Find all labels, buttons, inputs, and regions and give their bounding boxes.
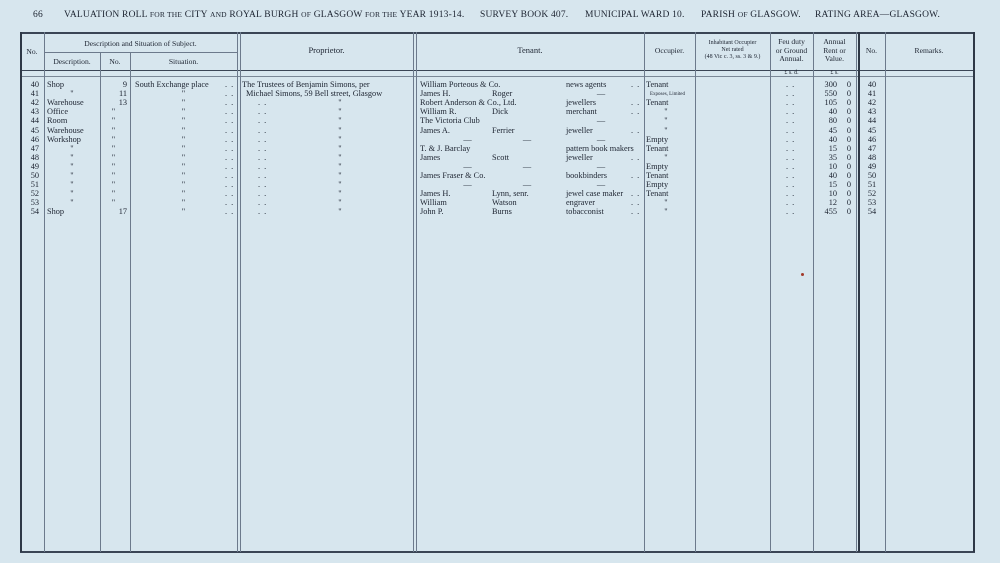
row-tenant-trade: bookbinders bbox=[566, 171, 608, 180]
row-tenant-surname: Roger bbox=[492, 89, 513, 99]
row-proprietor-dots: . . bbox=[258, 125, 268, 135]
row-annual-pounds: 15 bbox=[828, 143, 837, 153]
row-annual-shillings: 0 bbox=[846, 80, 851, 89]
row-situation-dots: . . bbox=[225, 189, 235, 199]
row-feu-dots: . . bbox=[786, 125, 796, 135]
row-proprietor-ditto: " bbox=[338, 207, 342, 217]
row-feu-dots: . . bbox=[786, 116, 796, 126]
row-number: 44 bbox=[30, 116, 39, 126]
row-street-number: 13 bbox=[118, 98, 127, 108]
row-tenant-surname: Watson bbox=[492, 198, 517, 208]
row-street-number: " bbox=[111, 189, 116, 199]
row-occupier: Tenant bbox=[646, 171, 669, 180]
row-feu-dots: . . bbox=[786, 171, 796, 180]
row-tenant-surname: Scott bbox=[492, 152, 510, 162]
row-situation: " bbox=[181, 116, 186, 126]
proprietor-line-1: The Trustees of Benjamin Simons, per bbox=[242, 80, 370, 89]
row-annual-shillings: 0 bbox=[846, 134, 851, 144]
row-proprietor-dots: . . bbox=[258, 152, 268, 162]
row-proprietor-dots: . . bbox=[258, 171, 268, 180]
row-description: Room bbox=[47, 116, 68, 126]
row-proprietor-ditto: " bbox=[338, 180, 342, 190]
col-remarks: Remarks. bbox=[914, 46, 944, 55]
row-feu-dots: . . bbox=[786, 143, 796, 153]
page-number: 66 bbox=[33, 10, 43, 20]
row-occupier: " bbox=[664, 107, 668, 117]
row-number: 41 bbox=[30, 89, 39, 99]
row-situation-dots: . . bbox=[225, 134, 235, 144]
row-annual-shillings: 0 bbox=[846, 89, 851, 99]
survey-book: SURVEY BOOK 407. bbox=[480, 10, 569, 20]
row-situation-dots: . . bbox=[225, 180, 235, 190]
row-annual-shillings: 0 bbox=[846, 198, 851, 208]
row-annual-pounds: 40 bbox=[828, 171, 837, 180]
row-number-right: 50 bbox=[867, 171, 877, 180]
row-situation: " bbox=[181, 134, 186, 144]
col-tenant: Tenant. bbox=[517, 45, 543, 55]
row-description: " bbox=[70, 89, 74, 99]
row-tenant-trade: jeweller bbox=[566, 125, 593, 135]
row-annual-pounds: 15 bbox=[828, 180, 837, 190]
row-proprietor-ditto: " bbox=[338, 171, 342, 180]
row-situation-dots: . . bbox=[225, 107, 235, 117]
row-tenant-surname: Lynn, senr. bbox=[492, 189, 529, 199]
col-description: Description. bbox=[53, 57, 91, 66]
row-situation: " bbox=[181, 125, 186, 135]
row-tenant-dots: . . bbox=[631, 98, 641, 108]
col-annual-value: Annual Rent or Value. bbox=[823, 37, 846, 63]
row-feu-dots: . . bbox=[786, 152, 796, 162]
row-feu-dots: . . bbox=[786, 89, 796, 99]
row-annual-pounds: 10 bbox=[828, 161, 837, 171]
row-street-number: " bbox=[111, 143, 116, 153]
row-number: 54 bbox=[30, 207, 39, 217]
row-number-right: 54 bbox=[867, 207, 877, 217]
row-occupier: Empty bbox=[646, 134, 669, 144]
row-description: " bbox=[70, 180, 74, 190]
row-tenant-surname: — bbox=[522, 180, 532, 190]
row-proprietor-dots: . . bbox=[258, 189, 268, 199]
row-description: Warehouse bbox=[47, 125, 84, 135]
row-proprietor-ditto: " bbox=[338, 152, 342, 162]
row-feu-dots: . . bbox=[786, 198, 796, 208]
ink-spot bbox=[801, 273, 804, 276]
row-proprietor-dots: . . bbox=[258, 134, 268, 144]
col-number: No. bbox=[109, 57, 121, 66]
row-annual-pounds: 10 bbox=[828, 189, 837, 199]
row-tenant-dots: . . bbox=[631, 152, 641, 162]
row-number-right: 41 bbox=[867, 89, 877, 99]
row-number-right: 51 bbox=[867, 180, 877, 190]
row-occupier: Empty bbox=[646, 161, 669, 171]
row-proprietor-ditto: " bbox=[338, 134, 342, 144]
row-annual-pounds: 35 bbox=[828, 152, 837, 162]
row-description: Warehouse bbox=[47, 98, 84, 108]
row-situation-dots: . . bbox=[225, 207, 235, 217]
row-situation-dots: . . bbox=[225, 152, 235, 162]
row-number-right: 46 bbox=[867, 134, 877, 144]
row-proprietor-dots: . . bbox=[258, 116, 268, 126]
row-situation: " bbox=[181, 171, 186, 180]
row-feu-dots: . . bbox=[786, 207, 796, 217]
row-number: 45 bbox=[30, 125, 39, 135]
row-occupier: " bbox=[664, 198, 668, 208]
row-tenant-dots: . . bbox=[631, 80, 641, 89]
row-situation-dots: . . bbox=[225, 143, 235, 153]
row-tenant-trade: — bbox=[596, 161, 606, 171]
row-situation-dots: . . bbox=[225, 125, 235, 135]
row-annual-pounds: 12 bbox=[828, 198, 837, 208]
row-proprietor-dots: . . bbox=[258, 143, 268, 153]
row-tenant-dots: . . bbox=[631, 207, 641, 217]
row-annual-shillings: 0 bbox=[846, 143, 851, 153]
row-proprietor-dots: . . bbox=[258, 207, 268, 217]
row-tenant-surname: — bbox=[522, 134, 532, 144]
row-street-number: " bbox=[111, 125, 116, 135]
row-number: 43 bbox=[30, 107, 39, 117]
row-tenant-name: — bbox=[463, 134, 472, 144]
roll-title: VALUATION ROLL FOR THE CITY AND ROYAL BURGH OF GLASGOW FOR THE YEAR 1913-14. bbox=[64, 10, 465, 20]
row-situation: " bbox=[181, 143, 186, 153]
row-description: Shop bbox=[47, 207, 65, 217]
row-number: 47 bbox=[30, 143, 39, 153]
row-occupier: " bbox=[664, 152, 668, 162]
row-occupier: Tenant bbox=[646, 189, 669, 199]
row-tenant-trade: merchant bbox=[566, 107, 597, 117]
row-situation-dots: . . bbox=[225, 171, 235, 180]
row-tenant-name: William R. bbox=[420, 107, 457, 117]
row-occupier: " bbox=[664, 207, 668, 217]
row-tenant-trade: tobacconist bbox=[566, 207, 604, 217]
row-feu-dots: . . bbox=[786, 180, 796, 190]
row-number: 49 bbox=[30, 161, 39, 171]
situation-main: South Exchange place bbox=[135, 80, 209, 89]
row-proprietor-ditto: " bbox=[338, 116, 342, 126]
row-situation: " bbox=[181, 198, 186, 208]
row-tenant-trade: jeweller bbox=[566, 152, 593, 162]
row-description: " bbox=[70, 152, 74, 162]
row-feu-dots: . . bbox=[786, 189, 796, 199]
row-street-number: " bbox=[111, 152, 116, 162]
row-proprietor-dots: . . bbox=[258, 180, 268, 190]
row-number: 42 bbox=[30, 98, 39, 108]
row-situation-dots: . . bbox=[225, 116, 235, 126]
row-number-right: 44 bbox=[867, 116, 877, 126]
row-proprietor-ditto: " bbox=[338, 189, 342, 199]
row-annual-pounds: 550 bbox=[824, 89, 837, 99]
row-annual-shillings: 0 bbox=[846, 207, 851, 217]
row-feu-dots: . . bbox=[786, 161, 796, 171]
col-occupier: Occupier. bbox=[654, 46, 685, 55]
occupier-small-note: Exposes, Limited bbox=[650, 92, 685, 97]
row-tenant-trade: jewel case maker bbox=[566, 189, 624, 199]
row-proprietor-dots: . . bbox=[258, 107, 268, 117]
row-annual-pounds: 455 bbox=[824, 207, 837, 217]
row-tenant-name: James bbox=[420, 152, 441, 162]
col-inhabitant: Inhabitant Occupier Net rated (48 Vic c. 3, ss. 3 & 9.) bbox=[704, 40, 761, 60]
row-description: Office bbox=[47, 107, 69, 117]
parish: PARISH OF GLASGOW. bbox=[701, 10, 801, 20]
col-situation: Situation. bbox=[168, 57, 199, 66]
row-annual-shillings: 0 bbox=[846, 161, 851, 171]
row-situation: " bbox=[181, 180, 186, 190]
row-number-right: 52 bbox=[867, 189, 877, 199]
row-number: 46 bbox=[30, 134, 39, 144]
row-tenant-name: William bbox=[420, 198, 447, 208]
row-situation: " bbox=[181, 152, 186, 162]
row-number: 52 bbox=[30, 189, 39, 199]
row-proprietor-ditto: " bbox=[338, 98, 342, 108]
row-situation-dots: . . bbox=[225, 80, 235, 89]
row-tenant-dots: . . bbox=[631, 189, 641, 199]
row-street-number: " bbox=[111, 180, 116, 190]
row-proprietor-dots: . . bbox=[258, 198, 268, 208]
row-number: 48 bbox=[30, 152, 39, 162]
row-annual-shillings: 0 bbox=[846, 180, 851, 190]
row-annual-shillings: 0 bbox=[846, 98, 851, 108]
row-situation: " bbox=[181, 98, 186, 108]
row-situation-dots: . . bbox=[225, 98, 235, 108]
row-street-number: " bbox=[111, 107, 116, 117]
row-occupier: Tenant bbox=[646, 80, 669, 89]
row-tenant-trade: — bbox=[596, 134, 606, 144]
row-number-right: 43 bbox=[867, 107, 877, 117]
row-tenant-name: — bbox=[463, 161, 472, 171]
row-street-number: " bbox=[111, 134, 116, 144]
row-number-right: 40 bbox=[867, 80, 877, 89]
annual-units: £ s. bbox=[830, 70, 839, 76]
row-street-number: 11 bbox=[119, 89, 127, 99]
col-feu-duty: Feu duty or Ground Annual. bbox=[775, 37, 808, 63]
row-street-number: 9 bbox=[122, 80, 127, 89]
row-annual-pounds: 45 bbox=[828, 125, 837, 135]
row-number-right: 48 bbox=[867, 152, 877, 162]
row-number: 50 bbox=[30, 171, 39, 180]
row-annual-pounds: 300 bbox=[824, 80, 837, 89]
row-tenant-dots: . . bbox=[631, 171, 641, 180]
row-tenant-trade: news agents bbox=[566, 80, 607, 89]
col-no-right: No. bbox=[865, 46, 878, 55]
row-tenant-name: James H. bbox=[420, 189, 451, 199]
row-description: " bbox=[70, 143, 74, 153]
row-situation: " bbox=[181, 161, 186, 171]
row-tenant-name: James Fraser & Co. bbox=[420, 171, 486, 180]
row-situation-dots: . . bbox=[225, 89, 235, 99]
feu-units: £ s. d. bbox=[784, 70, 799, 76]
row-description: " bbox=[70, 189, 74, 199]
row-annual-pounds: 80 bbox=[828, 116, 837, 126]
row-annual-shillings: 0 bbox=[846, 171, 851, 180]
row-tenant-trade: — bbox=[596, 116, 606, 126]
row-tenant-trade: pattern book makers bbox=[566, 143, 634, 153]
row-tenant-name: John P. bbox=[420, 207, 444, 217]
row-number: 51 bbox=[30, 180, 39, 190]
col-description-group: Description and Situation of Subject. bbox=[84, 39, 197, 48]
row-street-number: " bbox=[111, 198, 116, 208]
row-annual-shillings: 0 bbox=[846, 152, 851, 162]
row-description: " bbox=[70, 171, 74, 180]
rating-area: RATING AREA—GLASGOW. bbox=[815, 10, 941, 20]
row-tenant-name: Robert Anderson & Co., Ltd. bbox=[420, 98, 517, 108]
row-situation: " bbox=[181, 89, 186, 99]
row-tenant-surname: Ferrier bbox=[492, 125, 515, 135]
page-header bbox=[0, 10, 1000, 24]
row-tenant-dots: . . bbox=[631, 125, 641, 135]
row-description: " bbox=[70, 161, 74, 171]
row-proprietor-ditto: " bbox=[338, 125, 342, 135]
row-tenant-trade: engraver bbox=[566, 198, 596, 208]
row-tenant-trade: — bbox=[596, 89, 606, 99]
row-tenant-dots: . . bbox=[631, 198, 641, 208]
row-tenant-dots: . . bbox=[631, 107, 641, 117]
row-tenant-surname: — bbox=[522, 161, 532, 171]
row-tenant-surname: Burns bbox=[492, 207, 512, 217]
row-proprietor-ditto: " bbox=[338, 198, 342, 208]
row-occupier: " bbox=[664, 116, 668, 126]
row-street-number: " bbox=[111, 116, 116, 126]
row-number-right: 42 bbox=[867, 98, 877, 108]
row-street-number: " bbox=[111, 161, 116, 171]
row-annual-shillings: 0 bbox=[846, 116, 851, 126]
row-proprietor-ditto: " bbox=[338, 143, 342, 153]
row-annual-pounds: 40 bbox=[828, 107, 837, 117]
row-proprietor-dots: . . bbox=[258, 161, 268, 171]
row-number-right: 47 bbox=[867, 143, 877, 153]
row-annual-pounds: 105 bbox=[824, 98, 837, 108]
row-description: Shop bbox=[47, 80, 65, 89]
row-occupier: " bbox=[664, 125, 668, 135]
row-number-right: 49 bbox=[867, 161, 877, 171]
row-annual-shillings: 0 bbox=[846, 189, 851, 199]
row-number: 40 bbox=[30, 80, 39, 89]
row-annual-shillings: 0 bbox=[846, 107, 851, 117]
row-tenant-trade: jewellers bbox=[566, 98, 596, 108]
col-proprietor: Proprietor. bbox=[308, 45, 345, 55]
row-feu-dots: . . bbox=[786, 98, 796, 108]
row-situation: " bbox=[181, 207, 186, 217]
row-occupier: Tenant bbox=[646, 98, 669, 108]
row-number-right: 45 bbox=[867, 125, 877, 135]
row-situation-dots: . . bbox=[225, 198, 235, 208]
row-tenant-name: James H. bbox=[420, 89, 451, 99]
row-tenant-name: T. & J. Barclay bbox=[420, 143, 471, 153]
col-no: No. bbox=[26, 47, 38, 56]
row-occupier: Empty bbox=[646, 180, 669, 190]
row-occupier: Tenant bbox=[646, 143, 669, 153]
row-street-number: 17 bbox=[118, 207, 127, 217]
municipal-ward: MUNICIPAL WARD 10. bbox=[585, 10, 685, 20]
row-proprietor-ditto: " bbox=[338, 107, 342, 117]
row-number-right: 53 bbox=[867, 198, 877, 208]
row-proprietor-dots: . . bbox=[258, 98, 268, 108]
row-tenant-name: James A. bbox=[420, 125, 450, 135]
row-tenant-name: — bbox=[463, 180, 472, 190]
row-annual-shillings: 0 bbox=[846, 125, 851, 135]
row-tenant-name: The Victoria Club bbox=[420, 116, 480, 126]
row-tenant-trade: — bbox=[596, 180, 606, 190]
row-tenant-name: William Porteous & Co. bbox=[420, 80, 501, 89]
row-description: Workshop bbox=[47, 134, 81, 144]
row-annual-pounds: 40 bbox=[828, 134, 837, 144]
row-feu-dots: . . bbox=[786, 134, 796, 144]
row-situation: " bbox=[181, 107, 186, 117]
proprietor-line-2: Michael Simons, 59 Bell street, Glasgow bbox=[246, 89, 383, 98]
row-situation-dots: . . bbox=[225, 161, 235, 171]
row-description: " bbox=[70, 198, 74, 208]
row-tenant-surname: Dick bbox=[492, 107, 509, 117]
row-number: 53 bbox=[30, 198, 39, 208]
row-situation: " bbox=[181, 189, 186, 199]
row-street-number: " bbox=[111, 171, 116, 180]
row-feu-dots: . . bbox=[786, 107, 796, 117]
row-feu-dots: . . bbox=[786, 80, 796, 89]
row-proprietor-ditto: " bbox=[338, 161, 342, 171]
